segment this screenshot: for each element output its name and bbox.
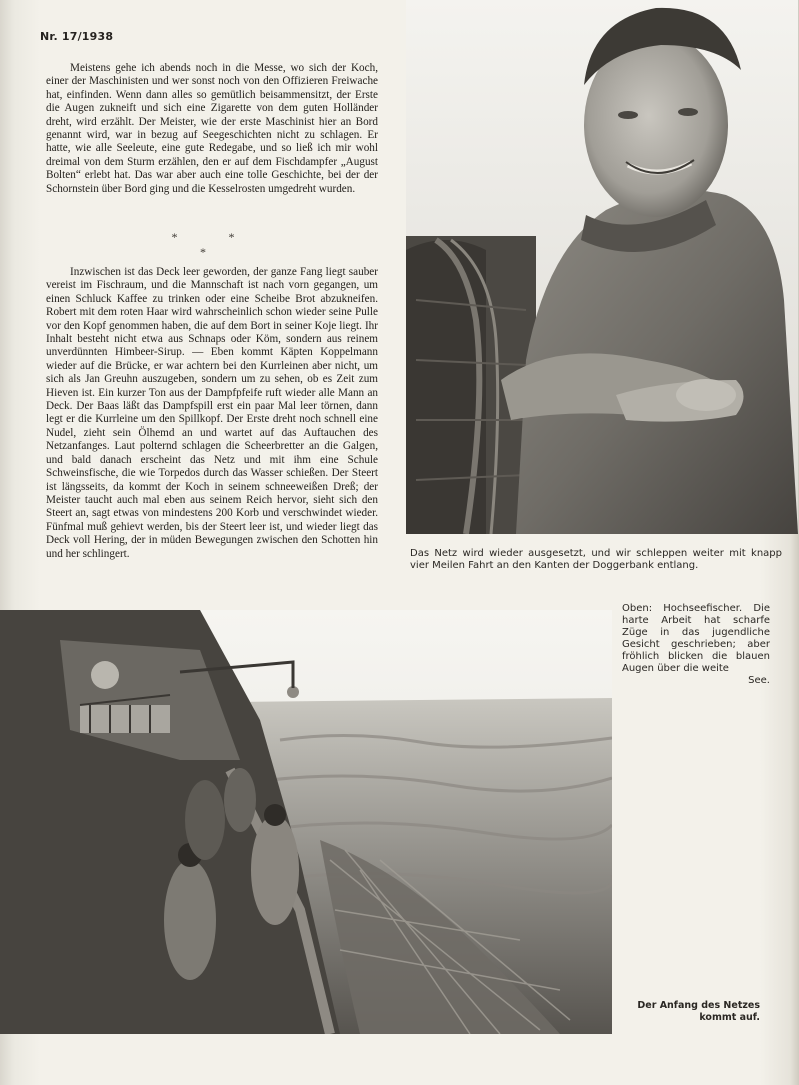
deck-net-image — [0, 610, 612, 1034]
fisherman-portrait-image — [406, 0, 798, 534]
net-photo-caption: Das Netz wird wieder ausgesetzt, und wir schleppen weiter mit knapp vier Meilen Fahrt an den Kanten der Doggerbank entlang. — [410, 548, 782, 571]
article-paragraph: Meistens gehe ich abends noch in die Messe, wo sich der Koch, einer der Maschinisten und wer sonst noch von den Offizieren Freiwache hat, einfinden. Wenn dann alles so gemütlich beisammensitzt, der Erste die Augen zukneift und sich eine Zigarette von dem guten Holländer dreht, wird erzählt. Der Meister, wie der erste Maschinist hier an Bord genannt wird, war in bezug auf Seegeschichten nicht zu schlagen. Er hatte, wie alle Seeleute, eine gute Redegabe, und so ließ ich mir wohl dreimal von dem Sturm erzählen, den er auf dem Fischdampfer „August Bolten“ erlebt hat. Das war aber auch eine tolle Geschichte, bei der der Schornstein über Bord ging und die Kesselrosten umgedreht wurden. — [46, 62, 378, 195]
article-paragraph: Inzwischen ist das Deck leer geworden, der ganze Fang liegt sauber vereist im Fischraum, und die Mannschaft ist nach vorn gegangen, um einen Schluck Kaffee zu trinken oder eine Scheibe Brot abzukneifen. Robert mit dem roten Haar wird wahrscheinlich schon wieder seine Pulle vor den Kopf genommen haben, die auf dem Bort in seiner Koje liegt. Ihr Inhalt besteht nicht etwa aus Schnaps oder Köm, sondern aus reinem unverdünnten Himbeer-Sirup. — Eben kommt Käpten Koppelmann wieder auf die Brücke, er war achtern bei den Kurrleinen aber nicht, um sich als Jan Greuhn auszugeben, sondern um zu sehen, ob es Zeit zum Hieven ist. Ein kurzer Ton aus der Dampfpfeife ruft wieder alle Mann an Deck. Der Baas läßt das Dampfspill erst ein paar Mal leer törnen, dann legt er die Kurrleine um den Spillkopf. Der Erste dreht noch schnell eine Nudel, zieht sein Ölhemd an und wartet auf das Auftauchen des Netzanfanges. Laut polternd schlagen die Scheerbretter an die Galgen, und bald danach erscheint das Netz und mit ihm eine Schule Schweinsfische, die wie Torpedos durch das Wasser schießen. Der Steert ist längsseits, da kommt der Koch in seinem schneeweißen Dreß; der Meister taucht auch mal eben aus seinem Reich hervor, sieht sich den Steert an, sagt etwas von mindestens 200 Korb und verschwindet wieder. Fünfmal muß gehievt werden, bis der Steert leer ist, und wieder liegt das Deck voll Hering, der in müden Bewegungen zwischen den Schotten hin und her schlingert. — [46, 266, 378, 560]
fisherman-photo-caption — [622, 603, 770, 687]
deck-net-photo — [0, 610, 612, 1034]
deck-photo-caption: Der Anfang des Netzes kommt auf. — [637, 1000, 760, 1023]
fisherman-portrait-photo — [406, 0, 798, 534]
fisherman-caption-text: Oben: Hochseefischer. Die harte Arbeit hat scharfe Züge in das jugendliche Gesicht geschrieben; aber fröhlich blicken die blauen Augen über die weite — [622, 603, 770, 674]
issue-label: Nr. 17/1938 — [40, 30, 114, 43]
fisherman-caption-end: See. — [748, 675, 770, 686]
section-separator: * * * — [171, 230, 259, 259]
